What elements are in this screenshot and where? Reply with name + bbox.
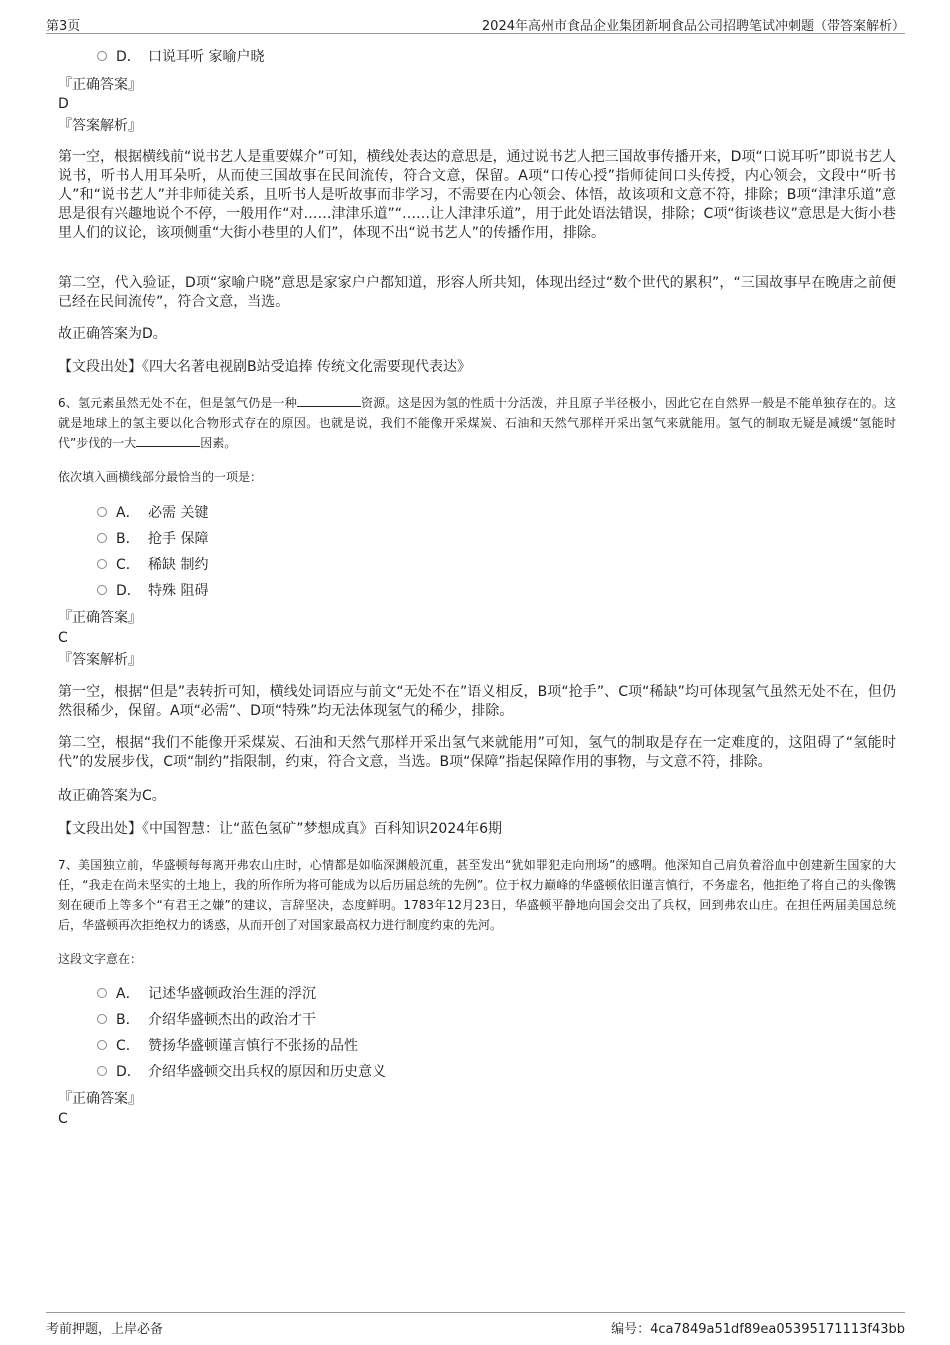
q7-stem: 7、美国独立前，华盛顿每每离开弗农山庄时，心情都是如临深渊般沉重，甚至发出“犹如罪犯走向刑场”的感喟。他深知自己肩负着浴血中创建新生国家的大任，“我走在尚未坚实的土地上，我的所作所为将可能成为以后历届总统的先例”。位于权力巅峰的华盛顿依旧谨言慎行，不务虚名，他拒绝了将自己的头像镌刻在硬币上等多个“有君王之嫌”的建议，言辞坚决，态度鲜明。1783年12月23日，华盛顿平静地向国会交出了兵权，回到弗农山庄。在担任两届美国总统后，华盛顿再次拒绝权力的诱惑，从而开创了对国家最高权力进行制度约束的先河。	[58, 858, 896, 932]
q7-prompt: 这段文字意在：	[58, 952, 143, 966]
q6-option-a[interactable]: A． 必需 关键	[97, 503, 208, 523]
page-header	[46, 0, 905, 34]
radio-icon[interactable]	[97, 507, 107, 517]
radio-icon[interactable]	[97, 988, 107, 998]
footer-slogan: 考前押题，上岸必备	[46, 1322, 164, 1337]
q5-analysis-para-2: 第二空，代入验证，D项“家喻户晓”意思是家家户户都知道，形容人所共知，体现出经过“数个世代的累积”，“三国故事早在晚唐之前便已经在民间流传”，符合文意，当选。	[58, 275, 896, 310]
document-id: 编号：4ca7849a51df89ea05395171113f43bb	[611, 1322, 905, 1337]
radio-icon[interactable]	[97, 51, 107, 61]
q5-answer-label: 『正确答案』	[58, 77, 142, 93]
radio-icon[interactable]	[97, 559, 107, 569]
q5-analysis-conclusion: 故正确答案为D。	[58, 326, 167, 342]
q6-analysis-para-2: 第二空，根据“我们不能像开采煤炭、石油和天然气那样开采出氢气来就能用”可知，氢气的制取是存在一定难度的，这阻碍了“氢能时代”的发展步伐，C项“制约”指限制，约束，符合文意，当选。B项“保障”指起保障作用的事物，与文意不符，排除。	[58, 735, 896, 770]
q5-option-d[interactable]: D． 口说耳听 家喻户晓	[97, 47, 264, 67]
q7-option-b[interactable]: B． 介绍华盛顿杰出的政治才干	[97, 1010, 316, 1030]
q6-answer-label: 『正确答案』	[58, 610, 142, 626]
q5-answer: D	[58, 96, 69, 112]
radio-icon[interactable]	[97, 585, 107, 595]
q6-option-b[interactable]: B． 抢手 保障	[97, 529, 208, 549]
q6-analysis-label: 『答案解析』	[58, 652, 142, 668]
blank-1	[297, 394, 361, 407]
q6-analysis-para-1: 第一空，根据“但是”表转折可知，横线处词语应与前文“无处不在”语义相反，B项“抢手”、C项“稀缺”均可体现氢气虽然无处不在，但仍然很稀少，保留。A项“必需”、D项“特殊”均无法体现氢气的稀少，排除。	[58, 684, 896, 719]
q7-option-c[interactable]: C． 赞扬华盛顿谨言慎行不张扬的品性	[97, 1036, 358, 1056]
q6-option-d[interactable]: D． 特殊 阻碍	[97, 581, 208, 601]
q6-source: 【文段出处】《中国智慧：让“蓝色氢矿”梦想成真》百科知识2024年6期	[58, 821, 503, 837]
page-number: 第3页	[46, 19, 81, 34]
radio-icon[interactable]	[97, 1040, 107, 1050]
page-footer	[46, 1312, 905, 1339]
q6-analysis-conclusion: 故正确答案为C。	[58, 788, 166, 804]
document-title: 2024年高州市食品企业集团新垌食品公司招聘笔试冲刺题（带答案解析）	[481, 19, 905, 34]
q6-answer: C	[58, 630, 68, 646]
q6-prompt: 依次填入画横线部分最恰当的一项是：	[58, 470, 263, 484]
q7-answer: C	[58, 1111, 68, 1127]
q6-option-c[interactable]: C． 稀缺 制约	[97, 555, 208, 575]
q7-answer-label: 『正确答案』	[58, 1091, 142, 1107]
radio-icon[interactable]	[97, 1014, 107, 1024]
q7-option-d[interactable]: D． 介绍华盛顿交出兵权的原因和历史意义	[97, 1062, 386, 1082]
q5-analysis-label: 『答案解析』	[58, 118, 142, 134]
blank-2	[136, 434, 200, 447]
q7-option-a[interactable]: A． 记述华盛顿政治生涯的浮沉	[97, 984, 316, 1004]
radio-icon[interactable]	[97, 1066, 107, 1076]
radio-icon[interactable]	[97, 533, 107, 543]
q6-stem: 6、氢元素虽然无处不在，但是氢气仍是一种 资源。这是因为氢的性质十分活泼，并且原子半径极小，因此它在自然界一般是不能单独存在的。这就是地球上的氢主要以化合物形式存在的原因。也就是说，我们不能像开采煤炭、石油和天然气那样开采出氢气来就能用。氢气的制取无疑是减缓“氢能时代”步伐的一大 因素。	[58, 396, 896, 450]
q5-analysis-para-1: 第一空，根据横线前“说书艺人是重要媒介”可知，横线处表达的意思是，通过说书艺人把三国故事传播开来，D项“口说耳听”即说书艺人说书，听书人用耳朵听，从而使三国故事在民间流传，符合文意，保留。A项“口传心授”指师徒间口头传授，内心领会，文段中“听书人”和“说书艺人”并非师徒关系，且听书人是听故事而非学习，不需要在内心领会、体悟，故该项和文意不符，排除；B项“津津乐道”意思是很有兴趣地说个不停，一般用作“对……津津乐道”“……让人津津乐道”，用于此处语法错误，排除；C项“街谈巷议”意思是大街小巷里人们的议论，该项侧重“大街小巷里的人们”，体现不出“说书艺人”的传播作用，排除。	[58, 149, 896, 241]
q5-source: 【文段出处】《四大名著电视剧B站受追捧 传统文化需要现代表达》	[58, 359, 472, 375]
